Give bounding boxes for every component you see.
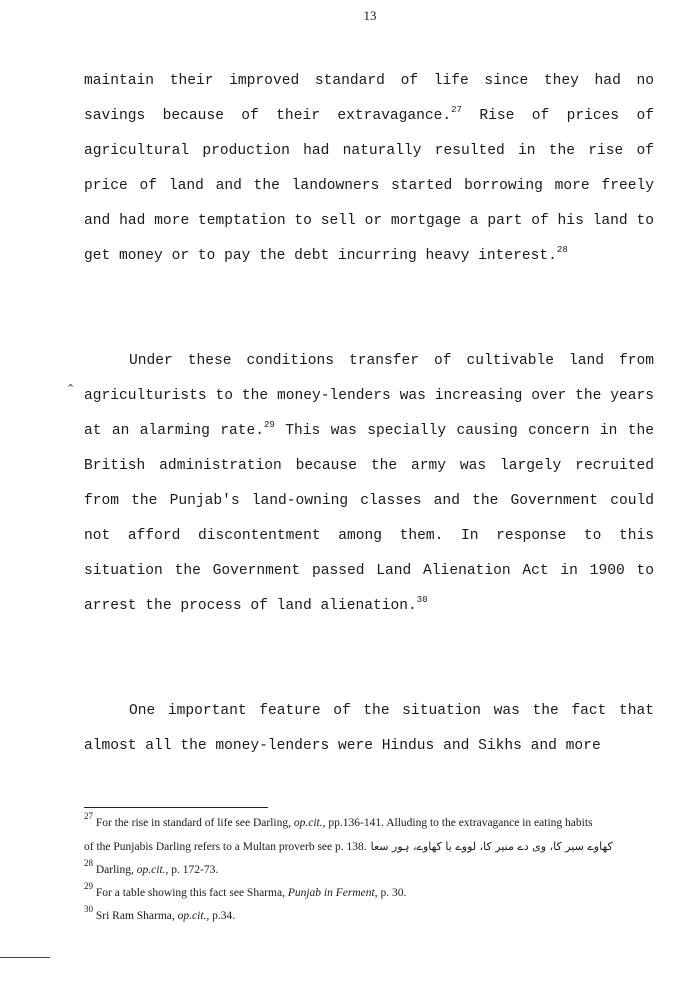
paragraph-2-text-b: This was specially causing concern in the British administration because the army was largely recruited from the Punjab's land-owning classes and the Government could not afford discontentment among them. In response to this situation the Government passed Land Alienation Act in 1900 to arrest the process of land alienation. [84,423,654,614]
footnote-29-text-a: For a table showing this fact see Sharma, [93,887,288,899]
footnote-28-text-b: , p. 172-73. [165,864,219,876]
footnote-ref-27: 27 [451,105,462,115]
footnote-29 [84,882,664,905]
footnote-28-number: 28 [84,858,93,868]
footnotes [84,812,664,928]
footnote-separator [84,807,268,808]
footnote-29-italic: Punjab in Ferment [287,887,375,899]
paragraph-1 [84,64,654,274]
footnote-28 [84,859,664,882]
footnote-30-number: 30 [84,904,93,914]
footnote-27-text-b: , pp.136-141. Alluding to the extravagance in eating habits [322,817,593,829]
footnote-ref-29: 29 [264,420,275,430]
footnote-27-continuation [84,835,664,859]
footnote-27-text-c: of the Punjabis Darling refers to a Multan proverb see p. 138. [84,841,367,853]
footnote-27-text-a: For the rise in standard of life see Darling, [93,817,294,829]
footnote-27-number: 27 [84,811,93,821]
margin-arrow-mark: ⌃ [66,382,76,395]
footnote-30 [84,905,664,928]
footnote-30-italic: op.cit. [177,910,207,922]
footnote-27 [84,812,664,835]
paragraph-3: One important feature of the situation was the fact that almost all the money-lenders were Hindus and Sikhs and more [84,703,654,754]
page-number: 13 [363,8,377,23]
paragraph-1-text-a: maintain their improved standard of life since they had no savings because of their extravagance. [84,73,654,124]
footnote-30-text-a: Sri Ram Sharma, [93,910,178,922]
footnote-27-urdu-proverb: کھاوے سیر کا، وی دے منیر کا، لووے یا کھاوے، ہور سعا [370,840,613,853]
footnote-28-italic: op.cit. [136,864,166,876]
paragraph-1-text-b: Rise of prices of agricultural production had naturally resulted in the rise of price of land and the landowners started borrowing more freely and had more temptation to sell or mortgage a part of his land to get money or to pay the debt incurring heavy interest. [84,108,654,264]
paragraph-2-text-a: Under these conditions transfer of cultivable land from agriculturists to the money-lenders was increasing over the years at an alarming rate. [84,353,654,439]
footnote-29-text-b: , p. 30. [374,887,407,899]
footnote-ref-28: 28 [556,245,568,255]
footnote-29-number: 29 [84,881,93,891]
paragraph-2 [84,344,654,624]
footnote-27-italic: op.cit. [293,817,323,829]
bottom-margin-rule [0,957,50,958]
footnote-28-text-a: Darling, [93,864,137,876]
footnote-30-text-b: , p.34. [206,910,236,922]
footnote-ref-30: 30 [416,595,428,605]
